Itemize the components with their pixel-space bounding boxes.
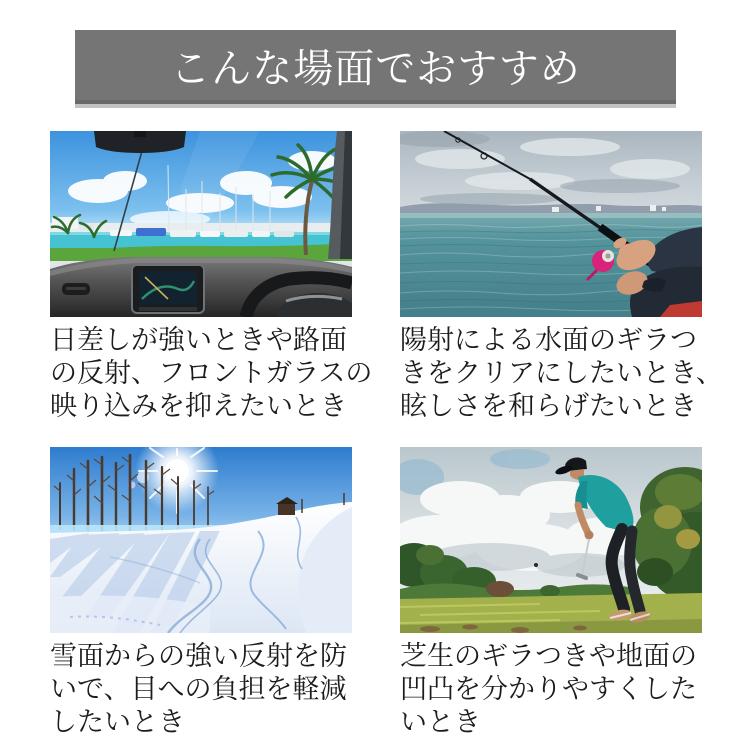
caption-line: の反射、フロントガラスの [50, 358, 373, 388]
scene-caption-snow [50, 640, 370, 739]
car-navigation-screen [132, 265, 204, 313]
caption-line: 映り込みを抑えたいとき [50, 391, 347, 421]
scene-caption-driving [50, 324, 373, 423]
scene-card-fishing [400, 131, 723, 423]
car-windshield-marina-photo [50, 131, 352, 317]
caption-line: いで、目への負担を軽減 [50, 674, 347, 704]
caption-line: きをクリアにしたいとき、 [400, 358, 723, 388]
caption-line: 凹凸を分かりやすくした [400, 674, 697, 704]
scene-card-snow [50, 447, 370, 739]
caption-line: いとき [400, 707, 481, 737]
scene-card-golf [400, 447, 720, 739]
scene-caption-fishing [400, 324, 723, 423]
snow-slope-photo [50, 447, 352, 633]
golfer-course-photo [400, 447, 702, 633]
fishing-rod-sea-photo [400, 131, 702, 317]
caption-line: したいとき [50, 707, 185, 737]
caption-line: 雪面からの強い反射を防 [50, 641, 347, 671]
section-header [75, 30, 676, 104]
golf-ball [534, 563, 538, 567]
caption-line: 眩しさを和らげたいとき [400, 391, 697, 421]
caption-line: 日差しが強いときや路面 [50, 325, 347, 355]
caption-line: 芝生のギラつきや地面の [400, 641, 697, 671]
scene-caption-golf [400, 640, 720, 739]
section-title: こんな場面でおすすめ [170, 46, 581, 91]
rearview-mirror [94, 131, 186, 153]
caption-line: 陽射による水面のギラつ [400, 325, 697, 355]
scene-card-driving [50, 131, 373, 423]
